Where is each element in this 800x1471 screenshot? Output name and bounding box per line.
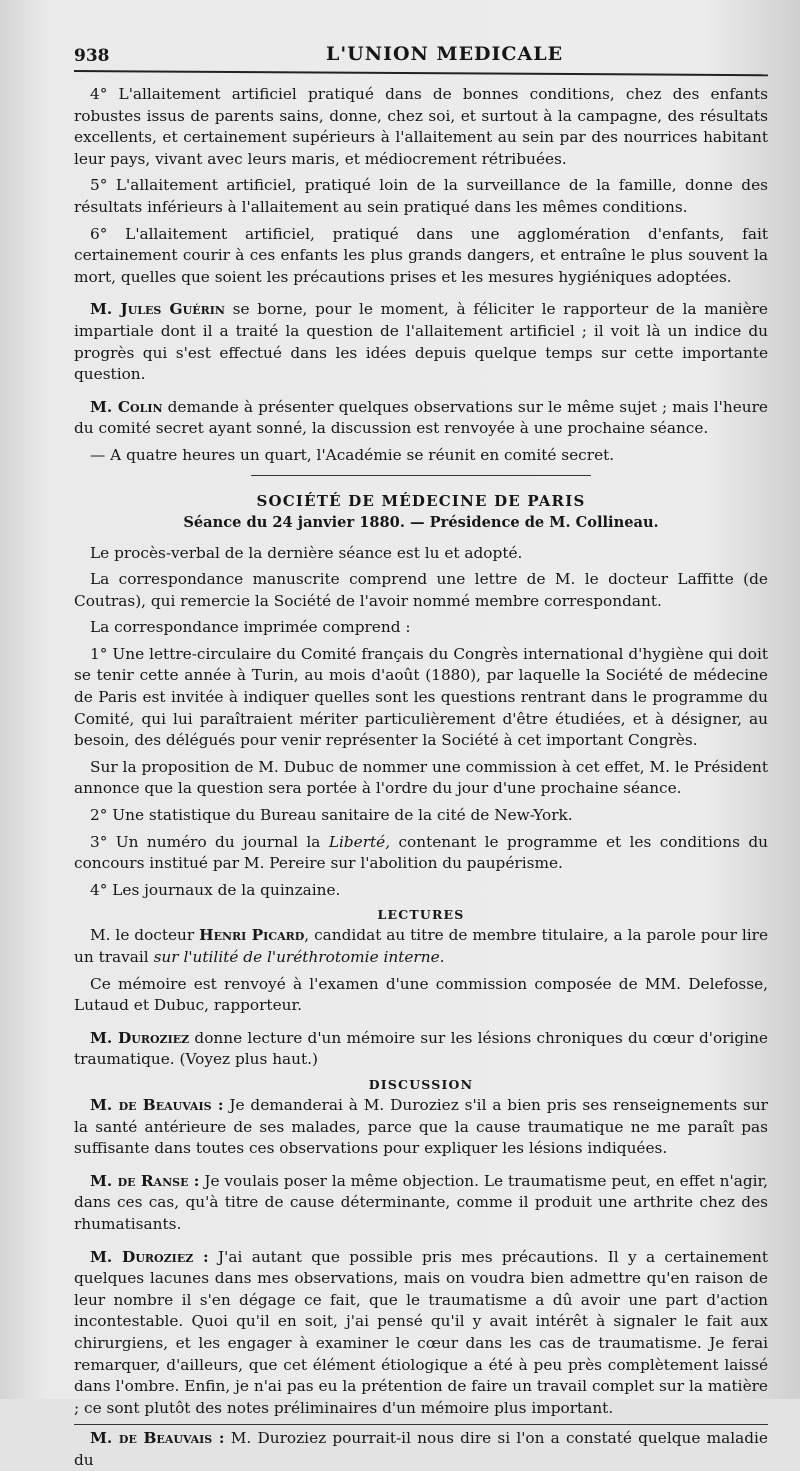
correspondance-manuscrite: La correspondance manuscrite comprend une lettre de M. le docteur Laffitte (de Coutras), qui remercie la Société de l'avoir nommé membre correspondant. [74, 570, 768, 610]
discussion-text: Je voulais poser la même objection. Le traumatisme peut, en effet n'agir, dans ces cas, qu'à titre de cause déterminante, comme il produit une arthrite chez des rhumatisants. [74, 1171, 769, 1233]
guerin-paragraph [74, 299, 768, 385]
duroziez-lecture [74, 1028, 768, 1071]
item3-text-b: contenant le programme et les conditions du concours institué par M. Pereire sur l'abolition du paupérisme. [74, 832, 768, 873]
correspondance-item-1: 1° Une lettre-circulaire du Comité français du Congrès international d'hygiène qui doit se tenir cette année à Turin, au mois d'août (1880), par laquelle la Société de médecine de Paris est invitée à indiquer quelles sont les questions rentrant dans le programme du Comité, qui lui paraîtraient mériter particulièrement d'être étudiées, et à désigner, au besoin, des délégués pour venir représenter la Société à cet important Congrès. [74, 644, 768, 750]
colin-paragraph [74, 397, 768, 440]
colin-text: demande à présenter quelques observations sur le même sujet ; mais l'heure du comité secret ayant sonné, la discussion est renvoyée à une prochaine séance. [74, 397, 768, 438]
picard-paragraph [74, 925, 768, 968]
section-title: SOCIÉTÉ DE MÉDECINE DE PARIS [256, 491, 586, 510]
conclusion-4: 4° L'allaitement artificiel pratiqué dans de bonnes conditions, chez des enfants robustes issus de parents sains, donne, chez soi, et surtout à la campagne, des résultats excellents, et certainement supérieurs à l'allaitement au sein par des nourrices habitant leur pays, vivant avec leurs maris, et médiocrement rétribuées. [74, 85, 768, 168]
discussion-entry [74, 1428, 768, 1471]
speaker-picard: Henri Picard [199, 926, 305, 945]
item3-text-a: 3° Un numéro du journal la [90, 832, 329, 851]
page-header [74, 40, 768, 70]
speaker-de-ranse: M. de Ranse : [90, 1171, 200, 1190]
header-rule [74, 70, 768, 76]
discussion-entry [74, 1171, 768, 1236]
discussion-entry [74, 1095, 768, 1160]
correspondance-item-2: 2° Une statistique du Bureau sanitaire de la cité de New-York. [90, 806, 573, 825]
speaker-guerin: M. Jules Guérin [90, 300, 225, 319]
guerin-text: se borne, pour le moment, à féliciter le rapporteur de la manière impartiale dont il a traité la question de l'allaitement artificiel ; il voit là un indice du progrès qui s'est effectué dans les idées depuis quelque temps sur cette importante question. [74, 300, 768, 384]
conclusion-5: 5° L'allaitement artificiel, pratiqué loin de la surveillance de la famille, donne des résultats inférieurs à l'allaitement au sein pratiqué dans les mêmes conditions. [74, 176, 768, 216]
footer-rule [74, 1424, 768, 1425]
renvoi-paragraph: Ce mémoire est renvoyé à l'examen d'une commission composée de MM. Delefosse, Lutaud et Dubuc, rapporteur. [74, 974, 768, 1015]
speaker-duroziez: M. Duroziez [90, 1028, 190, 1047]
page-number: 938 [74, 46, 110, 66]
closing-line: — A quatre heures un quart, l'Académie se réunit en comité secret. [90, 445, 615, 464]
discussion-entry [74, 1247, 768, 1420]
correspondance-item-3 [74, 832, 768, 875]
discussion-text: J'ai autant que possible pris mes précautions. Il y a certainement quelques lacunes dans mes observations, mais on voudra bien admettre qu'en raison de leur nombre il s'en dégage ce fait, que le traumatisme a dû avoir une part d'action incontestable. Quoi qu'il en soit, j'ai pensé qu'il y avait intérêt à signaler le fait aux chirurgiens, et les engager à examiner le cœur dans les cas de traumatisme. Je ferai remarquer, d'ailleurs, que cet élément étiologique a été à peu près complètement laissé dans l'ombre. Enfin, je n'ai pas eu la prétention de faire un travail complet sur la matière ; ce sont plutôt des notes préliminaires d'un mémoire plus important. [74, 1247, 768, 1417]
conclusion-6: 6° L'allaitement artificiel, pratiqué dans une agglomération d'enfants, fait certainement courir à ces enfants les plus grands dangers, et entraîne le plus souvent la mort, quelles que soient les précautions prises et les mesures hygiéniques adoptées. [74, 224, 768, 286]
discussion-text: Je demanderai à M. Duroziez s'il a bien pris ses renseignements sur la santé antérieure de ses malades, parce que la cause traumatique ne me paraît pas suffisante dans toutes ces observations pour expliquer les lésions indiquées. [74, 1095, 768, 1158]
session-line: Séance du 24 janvier 1880. — Présidence de M. Collineau. [183, 513, 659, 531]
dubuc-proposal: Sur la proposition de M. Dubuc de nommer une commission à cet effet, M. le Président annonce que la question sera portée à l'ordre du jour d'une prochaine séance. [74, 757, 768, 798]
speaker-de-beauvais: M. de Beauvais : [90, 1095, 224, 1114]
section-divider [251, 475, 591, 476]
correspondance-imprimee: La correspondance imprimée comprend : [90, 618, 411, 637]
correspondance-item-4: 4° Les journaux de la quinzaine. [90, 880, 341, 899]
picard-title: sur l'utilité de l'uréthrotomie interne. [153, 948, 445, 966]
lectures-heading: LECTURES [377, 907, 465, 923]
speaker-colin: M. Colin [90, 397, 163, 416]
discussion-text: M. Duroziez pourrait-il nous dire si l'on a constaté quelque maladie du [74, 1429, 768, 1469]
proces-verbal: Le procès-verbal de la dernière séance est lu et adopté. [90, 543, 523, 562]
discussion-heading: DISCUSSION [368, 1076, 474, 1092]
picard-text-a: M. le docteur [90, 926, 200, 945]
speaker-de-beauvais-2: M. de Beauvais : [90, 1429, 225, 1448]
running-title: L'UNION MEDICALE [326, 43, 564, 65]
picard-text-b: , candidat au titre de membre titulaire, a la parole pour lire un travail [74, 926, 768, 966]
duroziez-lecture-text: donne lecture d'un mémoire sur les lésions chroniques du cœur d'origine traumatique. (Voyez plus haut.) [74, 1028, 768, 1069]
speaker-duroziez-reply: M. Duroziez : [90, 1247, 209, 1266]
journal-name: Liberté, [328, 832, 391, 851]
